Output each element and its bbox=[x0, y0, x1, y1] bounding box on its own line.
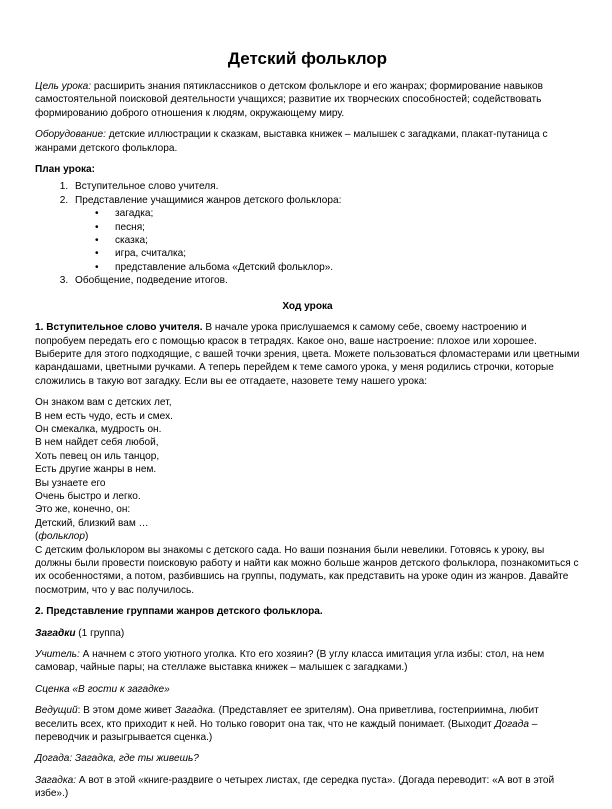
host-label: Ведущий bbox=[35, 705, 78, 717]
dogada-line: Догада: Загадка, где ты живешь? bbox=[35, 753, 199, 765]
plan-heading: План урока: bbox=[35, 164, 96, 176]
poem-line: Он смекалка, мудрость он. bbox=[35, 423, 162, 435]
plan-item bbox=[71, 194, 580, 274]
genre-list bbox=[75, 207, 580, 274]
lesson-goal bbox=[35, 80, 580, 120]
riddle-poem bbox=[35, 396, 580, 543]
poem-line: Есть другие жанры в нем. bbox=[35, 464, 157, 476]
poem-line: Он знаком вам с детских лет, bbox=[35, 397, 172, 409]
section-1 bbox=[35, 321, 580, 388]
host-zagadka: Загадка. bbox=[174, 705, 216, 717]
host-dogada: Догада bbox=[494, 718, 529, 730]
genre-item: • представление альбома «Детский фольклор». bbox=[103, 261, 580, 274]
lesson-equipment bbox=[35, 128, 580, 155]
plan-item-text: Представление учащимися жанров детского фольклора: bbox=[75, 194, 342, 206]
teacher-label: Учитель: bbox=[35, 649, 80, 661]
poem-line: Очень быстро и легко. bbox=[35, 490, 141, 502]
page-title: Детский фольклор bbox=[227, 49, 388, 68]
equipment-label: Оборудование: bbox=[35, 129, 106, 141]
riddles-heading bbox=[35, 627, 580, 640]
host-text-1: : В этом доме живет bbox=[77, 705, 175, 717]
poem-answer: (фольклор) bbox=[35, 531, 89, 543]
genre-item: • загадка; bbox=[103, 207, 580, 220]
poem-line: В нем есть чудо, есть и смех. bbox=[35, 410, 173, 422]
poem-line: Вы узнаете его bbox=[35, 477, 106, 489]
document-content bbox=[35, 48, 580, 809]
poem-line: Хоть певец он иль танцор, bbox=[35, 450, 160, 462]
scene-title: Сценка «В гости к загадке» bbox=[35, 683, 170, 695]
zagadka-line bbox=[35, 774, 580, 801]
poem-line: В нем найдет себя любой, bbox=[35, 437, 159, 449]
section-1-text: В начале урока прислушаемся к самому себе, своему настроению и попробуем передать его с помощью красок в тетрадях. Какое оно, ваше настроение: плохое или хорошее. Выберите для этого подходящие, с вашей точки зрения, цвета. Можете пользоваться фломастерами или цветными карандашами, цветными ручками. А теперь перейдем к теме самого урока, у меня родились строчки, которые сложились в такую вот загадку. Если вы ее отгадаете, назовете тему нашего урока: bbox=[35, 322, 580, 387]
plan-item: 1. Вступительное слово учителя. bbox=[71, 180, 580, 193]
goal-label: Цель урока: bbox=[35, 81, 92, 92]
poem-answer-word: фольклор bbox=[38, 531, 85, 543]
riddles-label: Загадки bbox=[35, 627, 76, 639]
section-1-title: 1. Вступительное слово учителя. bbox=[35, 322, 203, 334]
riddles-group: (1 группа) bbox=[75, 627, 125, 639]
genre-item: • песня; bbox=[103, 221, 580, 234]
equipment-text: детские иллюстрации к сказкам, выставка книжек – малышек с загадками, плакат-путаница с жанрами детского фольклора. bbox=[35, 129, 548, 154]
host-text-2: (Представляет ее зрителям). Она приветлива, гостеприимна, любит веселить всех, кто приходит к ней. Но только говорит она так, что не каждый понимает. (Выходит bbox=[35, 705, 539, 730]
host-text-3: – переводчик и разыгрывается сценка.) bbox=[35, 718, 538, 744]
poem-line: Это же, конечно, он: bbox=[35, 504, 131, 516]
zagadka-label: Загадка: bbox=[35, 774, 77, 786]
genre-item: • игра, считалка; bbox=[103, 247, 580, 260]
lesson-heading: Ход урока bbox=[282, 300, 333, 312]
teacher-text: А начнем с этого уютного уголка. Кто его хозяин? (В углу класса имитация угла избы: стол, на нем самовар, чайные пары; на стеллаже выставка книжек – малышек с загадками.) bbox=[35, 649, 545, 674]
section-2-title: 2. Представление группами жанров детского фольклора. bbox=[35, 606, 323, 618]
plan-list bbox=[35, 180, 580, 287]
goal-text: расширить знания пятиклассников о детском фольклоре и его жанрах; формирование навыков самостоятельной поисковой деятельности учащихся; развитие их творческих способностей; содействовать формированию доброго отношения к людям, окружающему миру. bbox=[35, 81, 543, 119]
teacher-line bbox=[35, 648, 580, 675]
after-poem-text: С детским фольклором вы знакомы с детского сада. Но ваши познания были невелики. Готовясь к уроку, вы должны были провести поисковую работу и найти как можно больше жанров детского фольклора, познакомиться с их особенностями, а потом, разбившись на группы, подумать, как представить на уроке один из жанров. Давайте посмотрим, что у вас получилось. bbox=[35, 544, 579, 596]
host-line bbox=[35, 704, 580, 744]
poem-line: Детский, близкий вам … bbox=[35, 517, 149, 529]
plan-item: 3. Обобщение, подведение итогов. bbox=[71, 274, 580, 287]
genre-item: • сказка; bbox=[103, 234, 580, 247]
zagadka-text: А вот в этой «книге-раздвиге о четырех листах, где середка пуста». (Догада переводит: «А вот в этой избе».) bbox=[35, 774, 555, 800]
